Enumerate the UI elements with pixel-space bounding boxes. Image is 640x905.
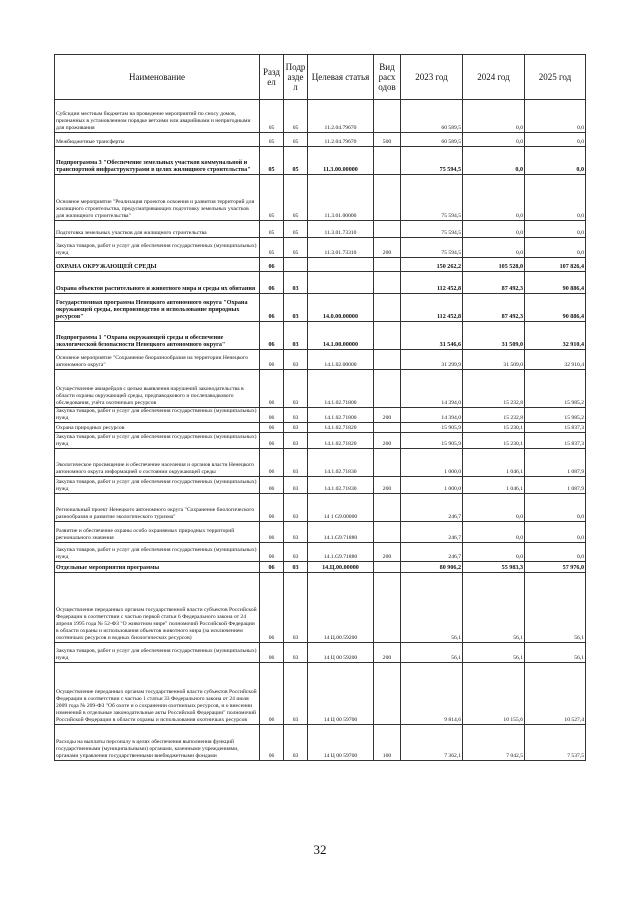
cell-vid-rashodov: 200 [374,408,401,423]
budget-table-sheet [54,54,585,761]
cell-vid-rashodov [374,350,401,370]
cell-2023: 75 594,5 [401,238,463,258]
cell-2023: 31 299,9 [401,350,463,370]
cell-razdel: 06 [260,272,284,294]
header-2024: 2024 год [463,55,525,100]
cell-2025: 0,0 [525,100,586,133]
cell-vid-rashodov [374,663,401,725]
cell-2023: 112 452,8 [401,272,463,294]
table-header-row [55,55,586,100]
cell-vid-rashodov [374,522,401,543]
cell-vid-rashodov [374,147,401,175]
cell-2025: 0,0 [525,147,586,175]
cell-razdel: 06 [260,494,284,522]
cell-podrazdel: 03 [284,370,308,408]
table-row [55,477,586,494]
cell-razdel: 05 [260,175,284,221]
cell-razdel: 06 [260,433,284,449]
table-row [55,562,586,573]
cell-vid-rashodov [374,221,401,238]
cell-2024: 31 509,0 [463,322,525,350]
cell-2023: 1 000,0 [401,449,463,477]
cell-2024: 0,0 [463,543,525,562]
cell-2023: 31 546,6 [401,322,463,350]
cell-tselevaya-statya: 11.3.00.00000 [308,147,374,175]
cell-name: Закупка товаров, работ и услуг для обеспечения государственных (муниципальных) нужд [55,433,260,449]
cell-2025: 57 976,0 [525,562,586,573]
cell-name: Закупка товаров, работ и услуг для обеспечения государственных (муниципальных) нужд [55,238,260,258]
cell-podrazdel: 05 [284,100,308,133]
cell-tselevaya-statya: 11.2.04.79670 [308,100,374,133]
cell-2024: 0,0 [463,133,525,147]
cell-podrazdel: 03 [284,294,308,322]
cell-vid-rashodov [374,322,401,350]
header-2025: 2025 год [525,55,586,100]
cell-vid-rashodov: 100 [374,725,401,761]
cell-name: Региональный проект Ненецкого автономного округа "Сохранение биологического разнообразия и развитие экологического туризма" [55,494,260,522]
cell-podrazdel: 03 [284,322,308,350]
cell-tselevaya-statya: 14.1.00.00000 [308,322,374,350]
cell-podrazdel: 03 [284,494,308,522]
cell-tselevaya-statya [308,272,374,294]
header-razdel: Разд ел [260,55,284,100]
cell-tselevaya-statya: 14 Ц 00 59700 [308,725,374,761]
table-row [55,370,586,408]
cell-tselevaya-statya [308,258,374,272]
cell-tselevaya-statya: 14 Ц 00 59200 [308,643,374,663]
cell-2025: 56,1 [525,573,586,643]
cell-razdel: 06 [260,423,284,433]
cell-2024: 55 983,3 [463,562,525,573]
cell-2025: 1 087,9 [525,477,586,494]
cell-2025: 32 910,4 [525,350,586,370]
table-row [55,238,586,258]
cell-podrazdel: 03 [284,522,308,543]
cell-razdel: 06 [260,643,284,663]
cell-2025: 0,0 [525,221,586,238]
table-row [55,258,586,272]
cell-name: Охрана природных ресурсов [55,423,260,433]
cell-2023: 1 000,0 [401,477,463,494]
cell-2023: 246,7 [401,494,463,522]
cell-2025: 10 527,4 [525,663,586,725]
cell-2025: 107 826,4 [525,258,586,272]
cell-vid-rashodov: 500 [374,133,401,147]
cell-name: Закупка товаров, работ и услуг для обеспечения государственных (муниципальных) нужд [55,643,260,663]
cell-2024: 0,0 [463,522,525,543]
cell-razdel: 05 [260,238,284,258]
cell-tselevaya-statya: 14.1.G9.71880 [308,522,374,543]
cell-razdel: 06 [260,573,284,643]
cell-2025: 32 910,4 [525,322,586,350]
cell-tselevaya-statya: 14.1.02.71830 [308,477,374,494]
cell-tselevaya-statya: 14.1.02.71820 [308,423,374,433]
cell-tselevaya-statya: 14.Ц.00.00000 [308,562,374,573]
cell-2023: 75 594,5 [401,221,463,238]
cell-name: Субсидии местным бюджетам на проведение мероприятий по сносу домов, признанных в установленном порядке ветхими или аварийными и непригодными для проживания [55,100,260,133]
cell-2024: 7 042,5 [463,725,525,761]
cell-2025: 56,1 [525,643,586,663]
cell-razdel: 06 [260,294,284,322]
table-row [55,221,586,238]
cell-razdel: 06 [260,258,284,272]
table-row [55,100,586,133]
cell-podrazdel: 05 [284,175,308,221]
cell-2025: 90 886,4 [525,272,586,294]
cell-2023: 150 262,2 [401,258,463,272]
cell-2024: 15 232,8 [463,408,525,423]
cell-vid-rashodov: 200 [374,477,401,494]
table-row [55,133,586,147]
cell-2023: 60 589,5 [401,133,463,147]
cell-2023: 14 394,0 [401,408,463,423]
cell-name: Развитие и обеспечение охраны особо охраняемых природных территорий регионального значения [55,522,260,543]
cell-razdel: 05 [260,100,284,133]
cell-vid-rashodov [374,494,401,522]
cell-razdel: 05 [260,133,284,147]
cell-2024: 0,0 [463,494,525,522]
header-name: Наименование [55,55,260,100]
cell-podrazdel: 03 [284,350,308,370]
cell-tselevaya-statya: 14.1.02.00000 [308,350,374,370]
cell-tselevaya-statya: 14.1.02.71800 [308,370,374,408]
header-2023: 2023 год [401,55,463,100]
cell-vid-rashodov: 200 [374,543,401,562]
cell-vid-rashodov [374,100,401,133]
cell-name: Подпрограмма 3 "Обеспечение земельных участков коммунальной и транспортной инфраструктурами в целях жилищного строительства" [55,147,260,175]
cell-2023: 80 906,2 [401,562,463,573]
cell-tselevaya-statya: 11.3.01.73310 [308,238,374,258]
cell-2023: 14 394,0 [401,370,463,408]
cell-podrazdel: 03 [284,725,308,761]
cell-name: Экологическое просвещение и обеспечение населения и органов власти Ненецкого автономного округа информацией о состоянии окружающей среды [55,449,260,477]
cell-2025: 90 886,4 [525,294,586,322]
cell-name: Подпрограмма 1 "Охрана окружающей среды и обеспечение экологической безопасности Ненецкого автономного округа" [55,322,260,350]
cell-razdel: 06 [260,562,284,573]
cell-2025: 0,0 [525,238,586,258]
cell-2024: 105 528,0 [463,258,525,272]
cell-2023: 246,7 [401,543,463,562]
cell-name: ОХРАНА ОКРУЖАЮЩЕЙ СРЕДЫ [55,258,260,272]
cell-2023: 7 362,1 [401,725,463,761]
cell-vid-rashodov: 200 [374,433,401,449]
cell-razdel: 05 [260,221,284,238]
table-row [55,322,586,350]
cell-name: Расходы на выплаты персоналу в целях обеспечения выполнения функций государственными (муниципальными) органами, казенными учреждениями, органами управления государственными внебюджетными фондами [55,725,260,761]
cell-vid-rashodov [374,573,401,643]
cell-2025: 15 837,3 [525,433,586,449]
cell-2023: 60 589,5 [401,100,463,133]
cell-tselevaya-statya: 14 Ц 00 59700 [308,663,374,725]
table-row [55,543,586,562]
cell-razdel: 06 [260,663,284,725]
table-row [55,272,586,294]
table-row [55,573,586,643]
cell-2024: 0,0 [463,175,525,221]
cell-vid-rashodov [374,175,401,221]
cell-2023: 75 594,5 [401,175,463,221]
header-podrazdel: Подр азде л [284,55,308,100]
cell-tselevaya-statya: 11.3.01.73310 [308,221,374,238]
budget-table [54,54,586,761]
cell-razdel: 06 [260,370,284,408]
cell-2024: 0,0 [463,147,525,175]
cell-podrazdel: 05 [284,133,308,147]
cell-name: Осуществление переданных органам государственной власти субъектов Российской Федерации в соответствии с частью первой статьи 6 Федерального закона от 24 апреля 1995 года № 52-ФЗ "О животном мире" полномочий Российской Федерации в области охраны и использования объектов животного мира (за исключением охотничьих ресурсов и водных биологических ресурсов) [55,573,260,643]
table-row [55,147,586,175]
cell-podrazdel: 05 [284,147,308,175]
cell-podrazdel: 05 [284,221,308,238]
cell-tselevaya-statya: 14.1.02.71800 [308,408,374,423]
cell-podrazdel: 03 [284,423,308,433]
cell-tselevaya-statya: 14 1 G9.00000 [308,494,374,522]
header-tselevaya-statya: Целевая статья [308,55,374,100]
cell-2025: 15 985,2 [525,370,586,408]
cell-tselevaya-statya: 11.2.04.79670 [308,133,374,147]
cell-name: Межбюджетные трансферты [55,133,260,147]
cell-podrazdel: 03 [284,562,308,573]
cell-2025: 0,0 [525,133,586,147]
cell-tselevaya-statya: 14.1.02.71830 [308,449,374,477]
cell-razdel: 06 [260,449,284,477]
cell-podrazdel: 03 [284,573,308,643]
page-number: 32 [313,842,327,857]
cell-2025: 15 837,3 [525,423,586,433]
cell-tselevaya-statya: 14.0.00.00000 [308,294,374,322]
cell-2024: 15 230,1 [463,433,525,449]
cell-podrazdel: 03 [284,272,308,294]
cell-2024: 31 509,0 [463,350,525,370]
cell-2023: 9 814,6 [401,663,463,725]
cell-name: Основное мероприятие "Реализация проектов освоения и развития территорий для жилищного строительства, предусматривающих подготовку земельных участков для жилищного строительства" [55,175,260,221]
cell-name: Подготовка земельных участков для жилищного строительства [55,221,260,238]
cell-2024: 0,0 [463,238,525,258]
cell-2024: 87 492,3 [463,272,525,294]
cell-2023: 112 452,8 [401,294,463,322]
cell-razdel: 06 [260,522,284,543]
cell-2024: 56,1 [463,573,525,643]
cell-name: Основное мероприятие "Сохранение биоразнообразия на территории Ненецкого автономного округа" [55,350,260,370]
cell-vid-rashodov: 200 [374,238,401,258]
table-row [55,408,586,423]
cell-name: Охрана объектов растительного и животного мира и среды их обитания [55,272,260,294]
cell-podrazdel: 03 [284,663,308,725]
cell-name: Закупка товаров, работ и услуг для обеспечения государственных (муниципальных) нужд [55,543,260,562]
cell-podrazdel: 03 [284,643,308,663]
cell-name: Государственная программа Ненецкого автономного округа "Охрана окружающей среды, воспроизводство и использование природных ресурсов" [55,294,260,322]
cell-podrazdel: 03 [284,477,308,494]
cell-podrazdel [284,258,308,272]
table-row [55,663,586,725]
cell-2025: 0,0 [525,494,586,522]
header-vid-rashodov: Вид расх одов [374,55,401,100]
cell-tselevaya-statya: 11.3.01.00000 [308,175,374,221]
cell-vid-rashodov [374,423,401,433]
cell-name: Отдельные мероприятия программы [55,562,260,573]
table-row [55,175,586,221]
cell-razdel: 06 [260,322,284,350]
table-row [55,522,586,543]
table-row [55,350,586,370]
cell-vid-rashodov [374,294,401,322]
table-row [55,294,586,322]
cell-podrazdel: 05 [284,238,308,258]
cell-podrazdel: 03 [284,543,308,562]
cell-name: Закупка товаров, работ и услуг для обеспечения государственных (муниципальных) нужд [55,408,260,423]
cell-vid-rashodov [374,370,401,408]
cell-2025: 0,0 [525,543,586,562]
cell-podrazdel: 03 [284,408,308,423]
cell-vid-rashodov [374,562,401,573]
cell-2023: 15 905,9 [401,423,463,433]
cell-2025: 0,0 [525,175,586,221]
cell-razdel: 06 [260,477,284,494]
table-row [55,643,586,663]
cell-2024: 15 230,1 [463,423,525,433]
cell-2025: 0,0 [525,522,586,543]
cell-razdel: 06 [260,408,284,423]
cell-2025: 1 087,9 [525,449,586,477]
cell-2025: 15 985,2 [525,408,586,423]
cell-2024: 87 492,3 [463,294,525,322]
cell-vid-rashodov [374,258,401,272]
cell-vid-rashodov: 200 [374,643,401,663]
cell-2024: 10 155,6 [463,663,525,725]
cell-podrazdel: 03 [284,433,308,449]
cell-tselevaya-statya: 14.1.G9.71880 [308,543,374,562]
cell-2023: 246,7 [401,522,463,543]
table-body [55,100,586,761]
cell-vid-rashodov [374,449,401,477]
table-row [55,494,586,522]
table-row [55,423,586,433]
cell-2025: 7 537,5 [525,725,586,761]
table-row [55,433,586,449]
table-row [55,449,586,477]
cell-razdel: 06 [260,543,284,562]
cell-2024: 56,1 [463,643,525,663]
cell-tselevaya-statya: 14 Ц.00.59200 [308,573,374,643]
cell-2024: 1 046,1 [463,449,525,477]
table-row [55,725,586,761]
cell-razdel: 06 [260,350,284,370]
cell-razdel: 05 [260,147,284,175]
cell-2024: 0,0 [463,221,525,238]
cell-2023: 75 594,5 [401,147,463,175]
cell-2024: 0,0 [463,100,525,133]
cell-2023: 56,1 [401,643,463,663]
cell-2024: 15 232,8 [463,370,525,408]
cell-razdel: 06 [260,725,284,761]
cell-2023: 56,1 [401,573,463,643]
cell-name: Осуществление переданных органам государственной власти субъектов Российской Федерации в соответствии с частью 1 статьи 33 Федерального закона от 24 июля 2009 года № 209-ФЗ "Об охоте и о сохранении охотничьих ресурсов, и о внесении изменений в отдельные законодательные акты Российской Федерации" полномочий Российской Федерации в области охраны и использования охотничьих ресурсов [55,663,260,725]
cell-2023: 15 905,9 [401,433,463,449]
cell-name: Закупка товаров, работ и услуг для обеспечения государственных (муниципальных) нужд [55,477,260,494]
cell-podrazdel: 03 [284,449,308,477]
cell-vid-rashodov [374,272,401,294]
cell-2024: 1 046,1 [463,477,525,494]
cell-tselevaya-statya: 14.1.02.71820 [308,433,374,449]
cell-name: Осуществление авиарейдов с целью выявления нарушений законодательства в области охраны окружающей среды, предпаводкового и послепаводкового обследования, учёта охотничьих ресурсов [55,370,260,408]
